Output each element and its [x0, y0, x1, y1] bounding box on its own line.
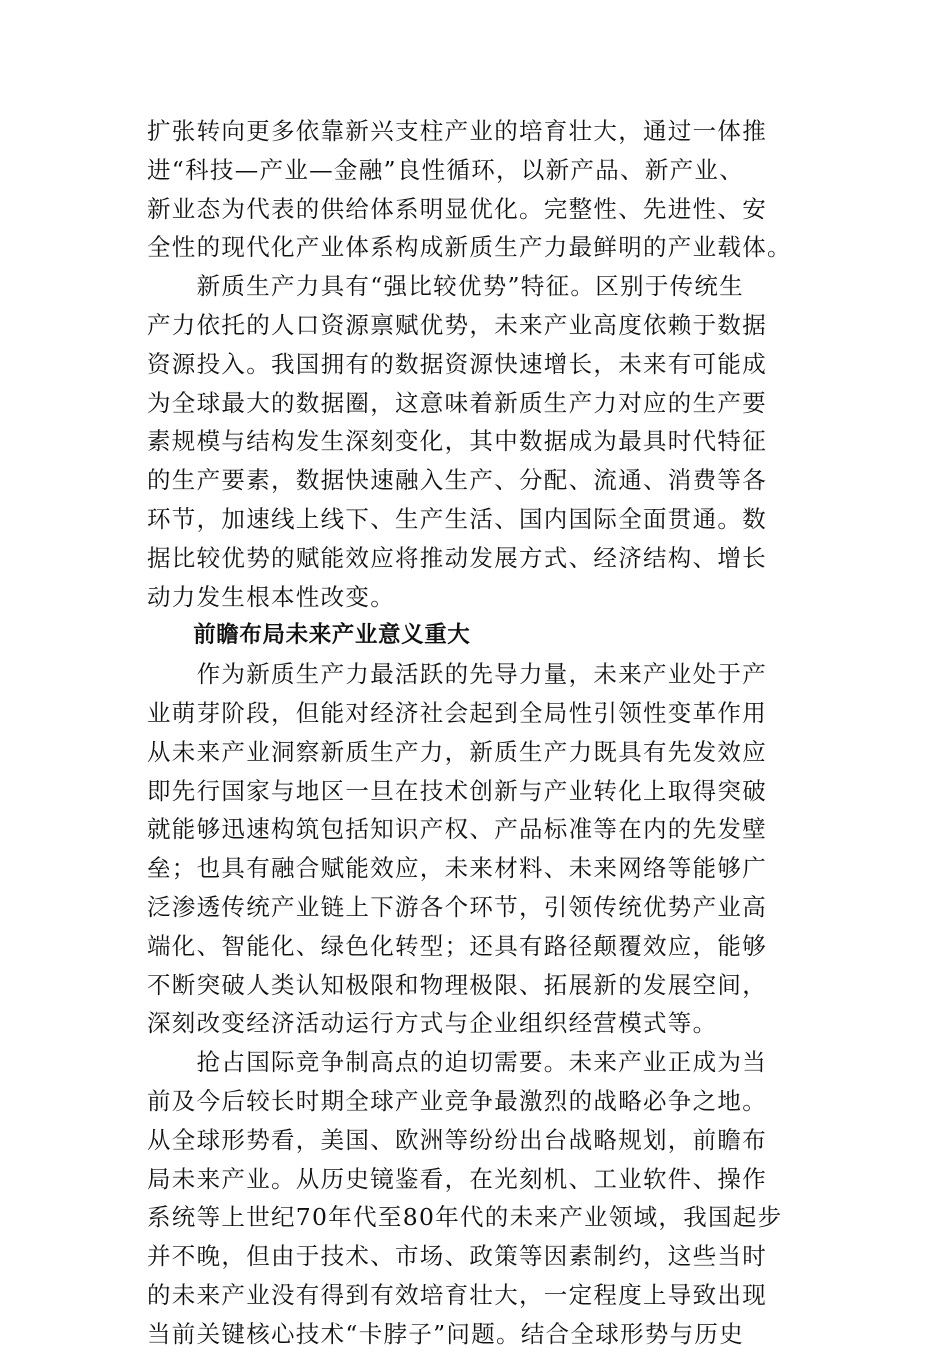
text-line: 泛渗透传统产业链上下游各个环节，引领传统优势产业高 — [147, 892, 767, 921]
text-line: 并不晚，但由于技术、市场、政策等因素制约，这些当时 — [147, 1242, 767, 1271]
text-line: 资源投入。我国拥有的数据资源快速增长，未来有可能成 — [147, 349, 767, 378]
text-line: 环节，加速线上线下、生产生活、国内国际全面贯通。数 — [147, 504, 767, 533]
text-line: 新业态为代表的供给体系明显优化。完整性、先进性、安 — [147, 194, 767, 223]
text-line: 的未来产业没有得到有效培育壮大，一定程度上导致出现 — [147, 1280, 767, 1309]
text-line: 新质生产力具有“强比较优势”特征。区别于传统生 — [147, 272, 745, 301]
text-line: 素规模与结构发生深刻变化，其中数据成为最具时代特征 — [147, 427, 767, 456]
text-line: 从全球形势看，美国、欧洲等纷纷出台战略规划，前瞻布 — [147, 1125, 767, 1154]
text-line: 前及今后较长时期全球产业竞争最激烈的战略必争之地。 — [147, 1086, 767, 1115]
text-line: 作为新质生产力最活跃的先导力量，未来产业处于产 — [147, 660, 767, 689]
text-line: 产力依托的人口资源禀赋优势，未来产业高度依赖于数据 — [147, 310, 767, 339]
text-line: 的生产要素，数据快速融入生产、分配、流通、消费等各 — [147, 466, 767, 495]
text-line: 即先行国家与地区一旦在技术创新与产业转化上取得突破 — [147, 776, 767, 805]
text-line: 局未来产业。从历史镜鉴看，在光刻机、工业软件、操作 — [147, 1164, 767, 1193]
text-line: 据比较优势的赋能效应将推动发展方式、经济结构、增长 — [147, 543, 767, 572]
text-line: 动力发生根本性改变。 — [147, 582, 395, 611]
text-line: 垒；也具有融合赋能效应，未来材料、未来网络等能够广 — [147, 854, 767, 883]
text-line: 从未来产业洞察新质生产力，新质生产力既具有先发效应 — [147, 737, 767, 766]
text-line: 就能够迅速构筑包括知识产权、产品标准等在内的先发壁 — [147, 815, 767, 844]
body-text — [147, 112, 807, 1354]
text-line: 为全球最大的数据圈，这意味着新质生产力对应的生产要 — [147, 388, 767, 417]
text-line: 全性的现代化产业体系构成新质生产力最鲜明的产业载体。 — [147, 233, 792, 262]
section-heading: 前瞻布局未来产业意义重大 — [147, 622, 471, 649]
text-line: 不断突破人类认知极限和物理极限、拓展新的发展空间， — [147, 970, 767, 999]
text-line: 业萌芽阶段，但能对经济社会起到全局性引领性变革作用 — [147, 698, 767, 727]
text-line: 系统等上世纪70年代至80年代的未来产业领域，我国起步 — [147, 1203, 783, 1232]
text-line: 深刻改变经济活动运行方式与企业组织经营模式等。 — [147, 1009, 718, 1038]
text-line: 当前关键核心技术“卡脖子”问题。结合全球形势与历史 — [147, 1319, 745, 1348]
text-line: 扩张转向更多依靠新兴支柱产业的培育壮大，通过一体推 — [147, 117, 767, 145]
text-line: 进“科技—产业—金融”良性循环，以新产品、新产业、 — [147, 155, 745, 184]
text-line: 端化、智能化、绿色化转型；还具有路径颠覆效应，能够 — [147, 931, 767, 960]
text-line: 抢占国际竞争制高点的迫切需要。未来产业正成为当 — [147, 1048, 767, 1077]
